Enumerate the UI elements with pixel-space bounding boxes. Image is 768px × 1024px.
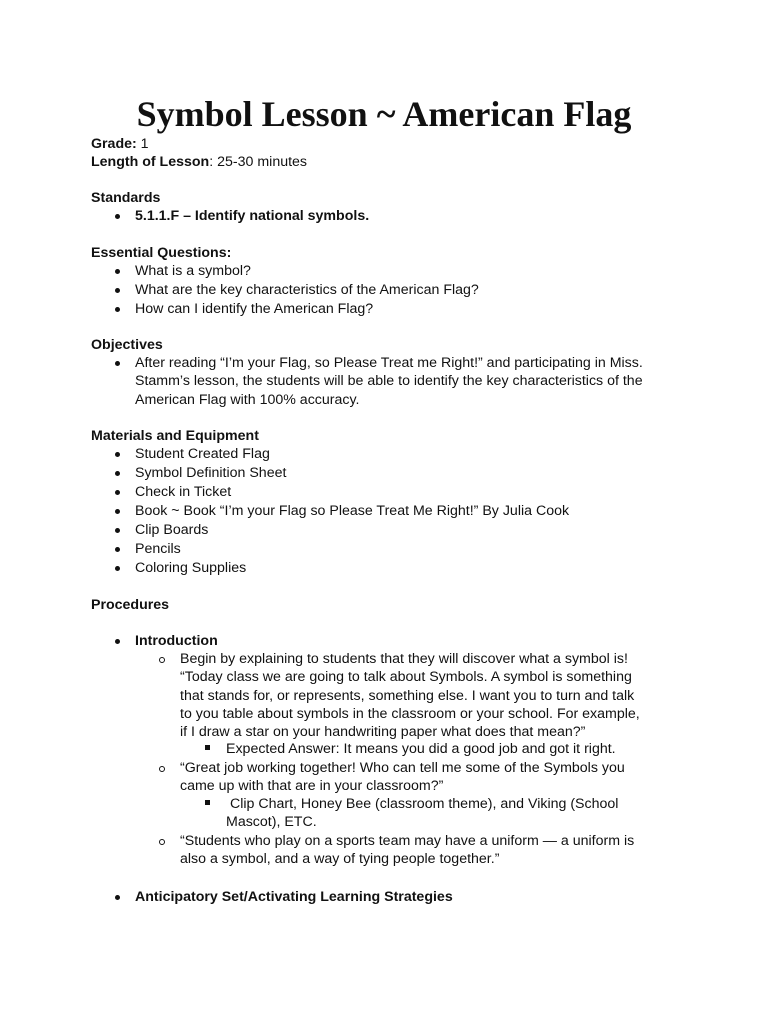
bullet-icon <box>115 490 120 495</box>
bullet-icon <box>115 471 120 476</box>
grade-value: 1 <box>136 136 149 152</box>
introduction-label: Introduction <box>135 633 218 649</box>
essential-question-item: How can I identify the American Flag? <box>135 301 374 317</box>
square-bullet-icon <box>205 800 210 805</box>
procedures-heading: Procedures <box>91 597 170 613</box>
bullet-icon <box>115 214 120 219</box>
material-item: Book ~ Book “I’m your Flag so Please Treat Me Right!” By Julia Cook <box>135 503 570 519</box>
step-line: “Students who play on a sports team may have a uniform — a uniform is <box>180 833 635 849</box>
step-line: that stands for, or represents, something else. I want you to turn and talk <box>180 687 635 704</box>
objective-line: After reading “I’m your Flag, so Please Treat me Right!” and participating in Miss. <box>135 355 643 371</box>
grade-line <box>91 135 149 153</box>
essential-questions-heading: Essential Questions: <box>91 245 232 261</box>
bullet-icon <box>115 547 120 552</box>
step-line: also a symbol, and a way of tying people together.” <box>180 851 500 868</box>
material-item: Check in Ticket <box>135 484 232 500</box>
bullet-icon <box>115 895 120 900</box>
essential-question-item: What are the key characteristics of the American Flag? <box>135 282 479 298</box>
standards-heading: Standards <box>91 190 161 206</box>
essential-question-item: What is a symbol? <box>135 263 251 279</box>
circle-bullet-icon <box>159 657 165 663</box>
bullet-icon <box>115 288 120 293</box>
anticipatory-set-label: Anticipatory Set/Activating Learning Strategies <box>135 889 453 905</box>
standard-item: 5.1.1.F – Identify national symbols. <box>135 208 370 224</box>
procedure-step <box>180 759 680 796</box>
material-item: Clip Boards <box>135 522 209 538</box>
bullet-icon <box>115 509 120 514</box>
step-line: if I draw a star on your handwriting paper what does that mean?” <box>180 724 586 741</box>
materials-heading: Materials and Equipment <box>91 428 259 444</box>
length-value: : 25-30 minutes <box>209 154 308 170</box>
length-label: Length of Lesson <box>91 154 210 170</box>
bullet-icon <box>115 307 120 312</box>
objectives-heading: Objectives <box>91 337 163 353</box>
objective-line: Stamm’s lesson, the students will be able to identify the key characteristics of the <box>135 373 643 390</box>
bullet-icon <box>115 566 120 571</box>
grade-label: Grade: <box>91 136 137 152</box>
bullet-icon <box>115 639 120 644</box>
material-item: Symbol Definition Sheet <box>135 465 287 481</box>
step-line: to you table about symbols in the classroom or your school. For example, <box>180 705 640 722</box>
expected-answer: Expected Answer: It means you did a good job and got it right. <box>226 741 616 757</box>
procedure-step <box>180 832 680 869</box>
bullet-icon <box>115 452 120 457</box>
answer-line: Mascot), ETC. <box>226 814 317 831</box>
circle-bullet-icon <box>159 839 165 845</box>
material-item: Pencils <box>135 541 181 557</box>
material-item: Coloring Supplies <box>135 560 247 576</box>
page-title: Symbol Lesson ~ American Flag <box>136 94 632 134</box>
objective-line: American Flag with 100% accuracy. <box>135 391 360 408</box>
objective-item <box>135 354 695 409</box>
length-line <box>91 153 307 171</box>
expected-answer <box>226 795 686 832</box>
procedure-step <box>180 650 680 741</box>
step-line: Begin by explaining to students that they will discover what a symbol is! <box>180 651 628 667</box>
step-line: “Great job working together! Who can tell me some of the Symbols you <box>180 760 625 776</box>
square-bullet-icon <box>205 745 210 750</box>
circle-bullet-icon <box>159 766 165 772</box>
bullet-icon <box>115 269 120 274</box>
bullet-icon <box>115 528 120 533</box>
material-item: Student Created Flag <box>135 446 270 462</box>
bullet-icon <box>115 361 120 366</box>
step-line: came up with that are in your classroom?” <box>180 778 444 795</box>
step-line: “Today class we are going to talk about Symbols. A symbol is something <box>180 669 632 686</box>
answer-line: Clip Chart, Honey Bee (classroom theme), and Viking (School <box>226 796 619 812</box>
